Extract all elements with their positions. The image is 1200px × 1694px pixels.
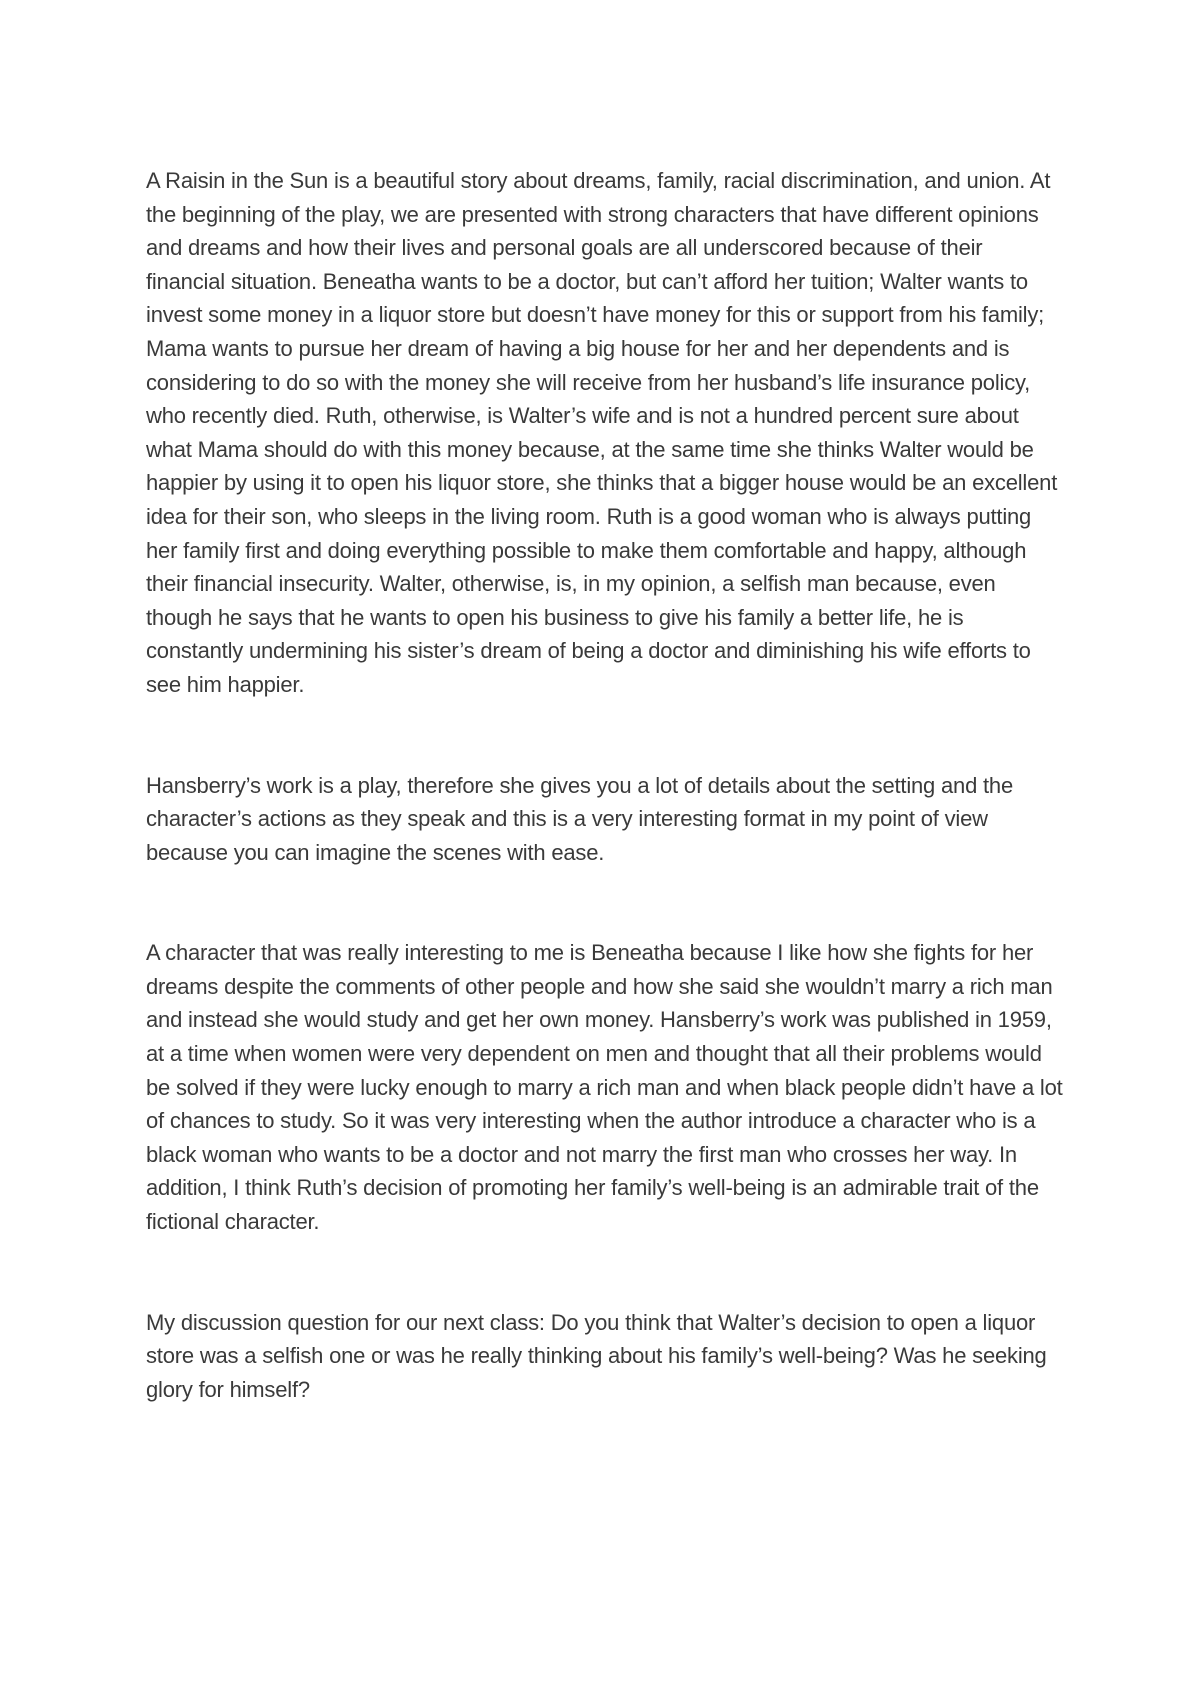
paragraph-beneatha-character: A character that was really interesting to me is Beneatha because I like how she fights for her dreams despite the comments of other people and how she said she wouldn’t marry a rich man and instead she would study and get her own money. Hansberry’s work was published in 1959, at a time when women were very dependent on men and thought that all their problems would be solved if they were lucky enough to marry a rich man and when black people didn’t have a lot of chances to study. So it was very interesting when the author introduce a character who is a black woman who wants to be a doctor and not marry the first man who crosses her way. In addition, I think Ruth’s decision of promoting her family’s well-being is an admirable trait of the fictional character. — [146, 940, 1063, 1235]
document-body — [146, 164, 1066, 1406]
paragraph-discussion-question: My discussion question for our next class: Do you think that Walter’s decision to open a liquor store was a selfish one or was he really thinking about his family’s well-being? Was he seeking glory for himself? — [146, 1309, 1047, 1402]
paragraph-intro-summary: A Raisin in the Sun is a beautiful story about dreams, family, racial discrimination, and union. At the beginning of the play, we are presented with strong characters that have different opinions and dreams and how their lives and personal goals are all underscored because of their financial situation. Beneatha wants to be a doctor, but can’t afford her tuition; Walter wants to invest some money in a liquor store but doesn’t have money for this or support from his family; Mama wants to pursue her dream of having a big house for her and her dependents and is considering to do so with the money she will receive from her husband’s life insurance policy, who recently died. Ruth, otherwise, is Walter’s wife and is not a hundred percent sure about what Mama should do with this money because, at the same time she thinks Walter would be happier by using it to open his liquor store, she thinks that a bigger house would be an excellent idea for their son, who sleeps in the living room. Ruth is a good woman who is always putting her family first and doing everything possible to make them comfortable and happy, although their financial insecurity. Walter, otherwise, is, in my opinion, a selfish man because, even though he says that he wants to open his business to give his family a better life, he is constantly undermining his sister’s dream of being a doctor and diminishing his wife efforts to see him happier. — [146, 168, 1058, 697]
paragraph-play-format: Hansberry’s work is a play, therefore she gives you a lot of details about the setting and the character’s actions as they speak and this is a very interesting format in my point of view because you can imagine the scenes with ease. — [146, 772, 1014, 865]
